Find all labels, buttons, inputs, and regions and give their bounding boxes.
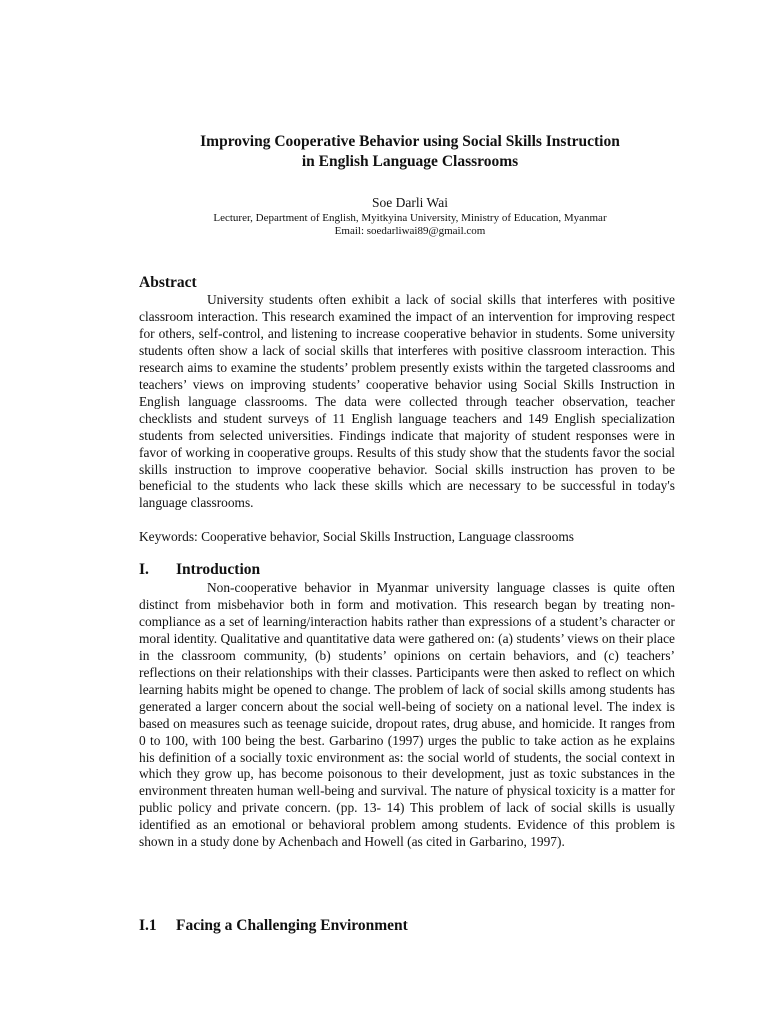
paper-title xyxy=(100,132,720,172)
author-affiliation: Lecturer, Department of English, Myitkyina University, Ministry of Education, Myanmar xyxy=(213,212,607,224)
author-email: Email: soedarliwai89@gmail.com xyxy=(334,225,486,237)
author-affiliation-block xyxy=(100,212,720,238)
subsection-number: I.1 xyxy=(139,917,157,934)
author-name: Soe Darli Wai xyxy=(372,195,448,210)
section-title: Introduction xyxy=(176,561,261,578)
keywords-line: Keywords: Cooperative behavior, Social Skills Instruction, Language classrooms xyxy=(139,529,574,544)
introduction-heading xyxy=(139,561,260,579)
title-line-2: in English Language Classrooms xyxy=(301,153,519,170)
abstract-heading: Abstract xyxy=(139,274,197,291)
subsection-heading xyxy=(139,917,408,935)
abstract-paragraph: University students often exhibit a lack of social skills that interferes with positive classroom interaction. This research examined the impact of an intervention for improving respect for others, self-control, and listening to increase cooperative behavior in students. Some university students often show a lack of social skills that interferes with positive classroom interaction. This research aims to examine the students’ problem presently exists within the targeted classrooms and teachers’ views on improving students’ cooperative behavior using Social Skills Instruction in English language classrooms. The data were collected through teacher observation, teacher checklists and student surveys of 11 English language teachers and 149 English specialization students from selected universities. Findings indicate that majority of student responses were in favor of working in cooperative groups. Results of this study show that the students favor the social skills instruction to improve cooperative behavior. Social skills instruction has proven to be beneficial to the students who lack these skills which are necessary to be successful in today's language classrooms. xyxy=(139,292,675,511)
subsection-title: Facing a Challenging Environment xyxy=(176,917,408,934)
introduction-paragraph: Non-cooperative behavior in Myanmar university language classes is quite often distinct from misbehavior both in form and motivation. This research began by treating non-compliance as a set of learning/interaction habits rather than expressions of a student’s character or moral identity. Qualitative and quantitative data were gathered on: (a) students’ views on their place in the classroom community, (b) students’ opinions on certain behaviors, and (c) teachers’ reflections on their relationships with their classes. Participants were then asked to reflect on which learning habits might be opened to change. The problem of lack of social skills among students has generated a larger concern about the social well-being of society on a national level. The index is based on measures such as teenage suicide, dropout rates, drug abuse, and homicide. It ranges from 0 to 100, with 100 being the best. Garbarino (1997) urges the public to take action as he explains his definition of a socially toxic environment as: the social world of students, the social context in which they grow up, has become poisonous to their development, just as toxic substances in the environment threaten human well-being and survival. The nature of physical toxicity is a matter for public policy and private concern. (pp. 13- 14) This problem of lack of social skills is usually identified as an emotional or behavioral problem among students. Evidence of this problem is shown in a study done by Achenbach and Howell (as cited in Garbarino, 1997). xyxy=(139,580,675,850)
title-line-1: Improving Cooperative Behavior using Social Skills Instruction xyxy=(200,133,620,150)
section-number: I. xyxy=(139,561,149,578)
